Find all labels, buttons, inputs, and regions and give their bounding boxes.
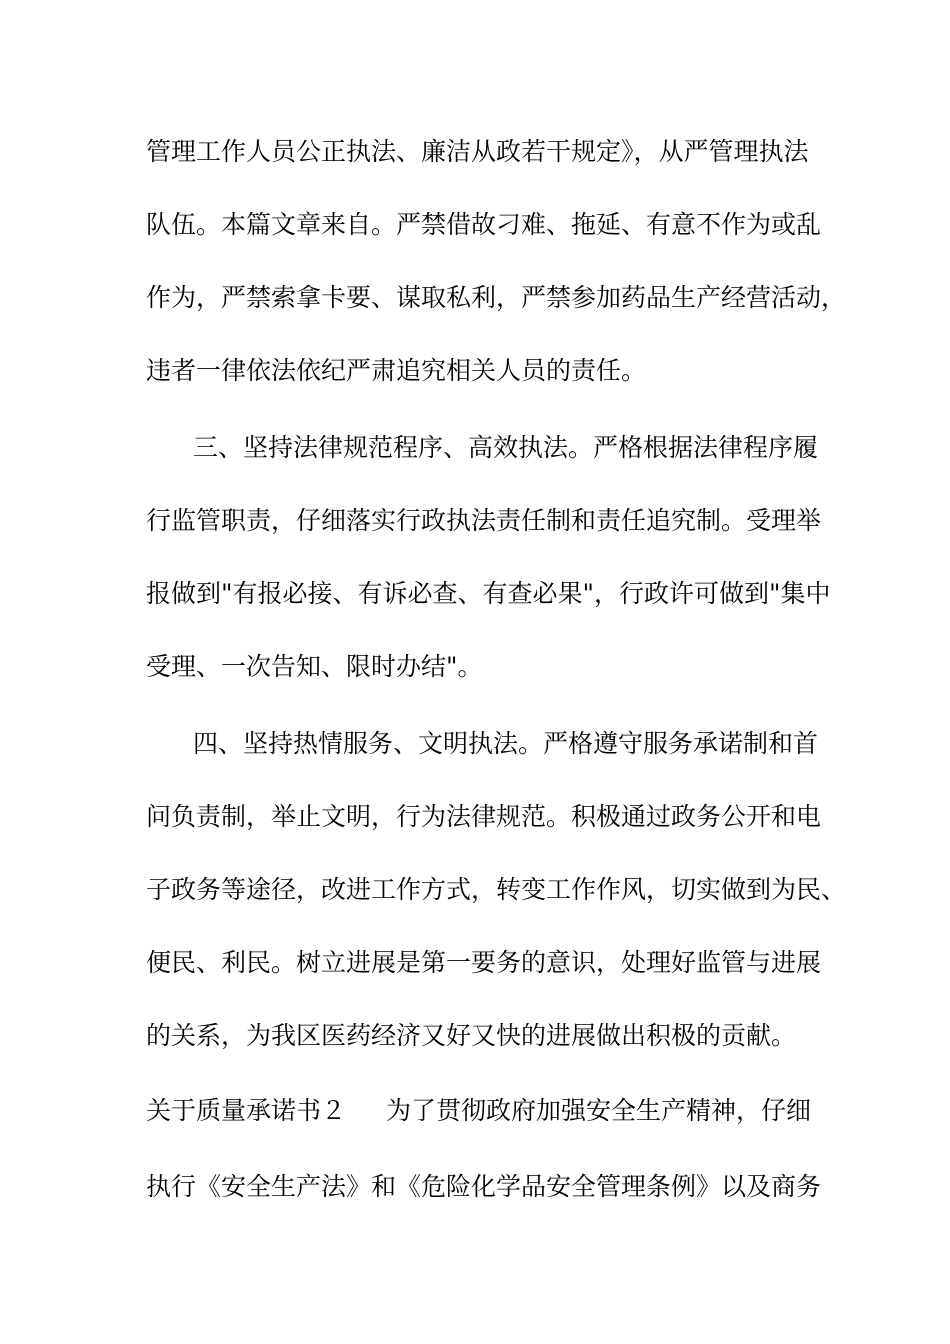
text-line: 三、坚持法律规范程序、高效执法。严格根据法律程序履 xyxy=(193,433,819,462)
text-line: 子政务等途径，改进工作方式，转变工作作风，切实做到为民、 xyxy=(146,875,847,904)
text-line: 管理工作人员公正执法、廉洁从政若干规定》，从严管理执法 xyxy=(146,137,809,166)
text-line: 的关系，为我区医药经济又好又快的进展做出积极的贡献。 xyxy=(146,1021,797,1050)
section-heading: 关于质量承诺书２ xyxy=(146,1096,347,1125)
text-line: 便民、利民。树立进展是第一要务的意识，处理好监管与进展 xyxy=(146,948,822,977)
text-line: 行监管职责，仔细落实行政执法责任制和责任追究制。受理举 xyxy=(146,506,822,535)
text-line: 四、坚持热情服务、文明执法。严格遵守服务承诺制和首 xyxy=(193,729,819,758)
text-line: 报做到"有报必接、有诉必查、有查必果"，行政许可做到"集中 xyxy=(146,579,831,608)
heading-line xyxy=(146,1094,826,1128)
text-line: 受理、一次告知、限时办结"。 xyxy=(146,652,483,681)
text-line: 队伍。本篇文章来自。严禁借故刁难、拖延、有意不作为或乱 xyxy=(146,210,822,239)
text-line: 违者一律依法依纪严肃追究相关人员的责任。 xyxy=(146,356,647,385)
heading-text: 为了贯彻政府加强安全生产精神，仔细 xyxy=(386,1096,812,1125)
text-line: 问负责制，举止文明，行为法律规范。积极通过政务公开和电 xyxy=(146,802,822,831)
text-line: 执行《安全生产法》和《危险化学品安全管理条例》以及商务 xyxy=(146,1172,822,1201)
text-line: 作为，严禁索拿卡要、谋取私利，严禁参加药品生产经营活动， xyxy=(146,283,847,312)
